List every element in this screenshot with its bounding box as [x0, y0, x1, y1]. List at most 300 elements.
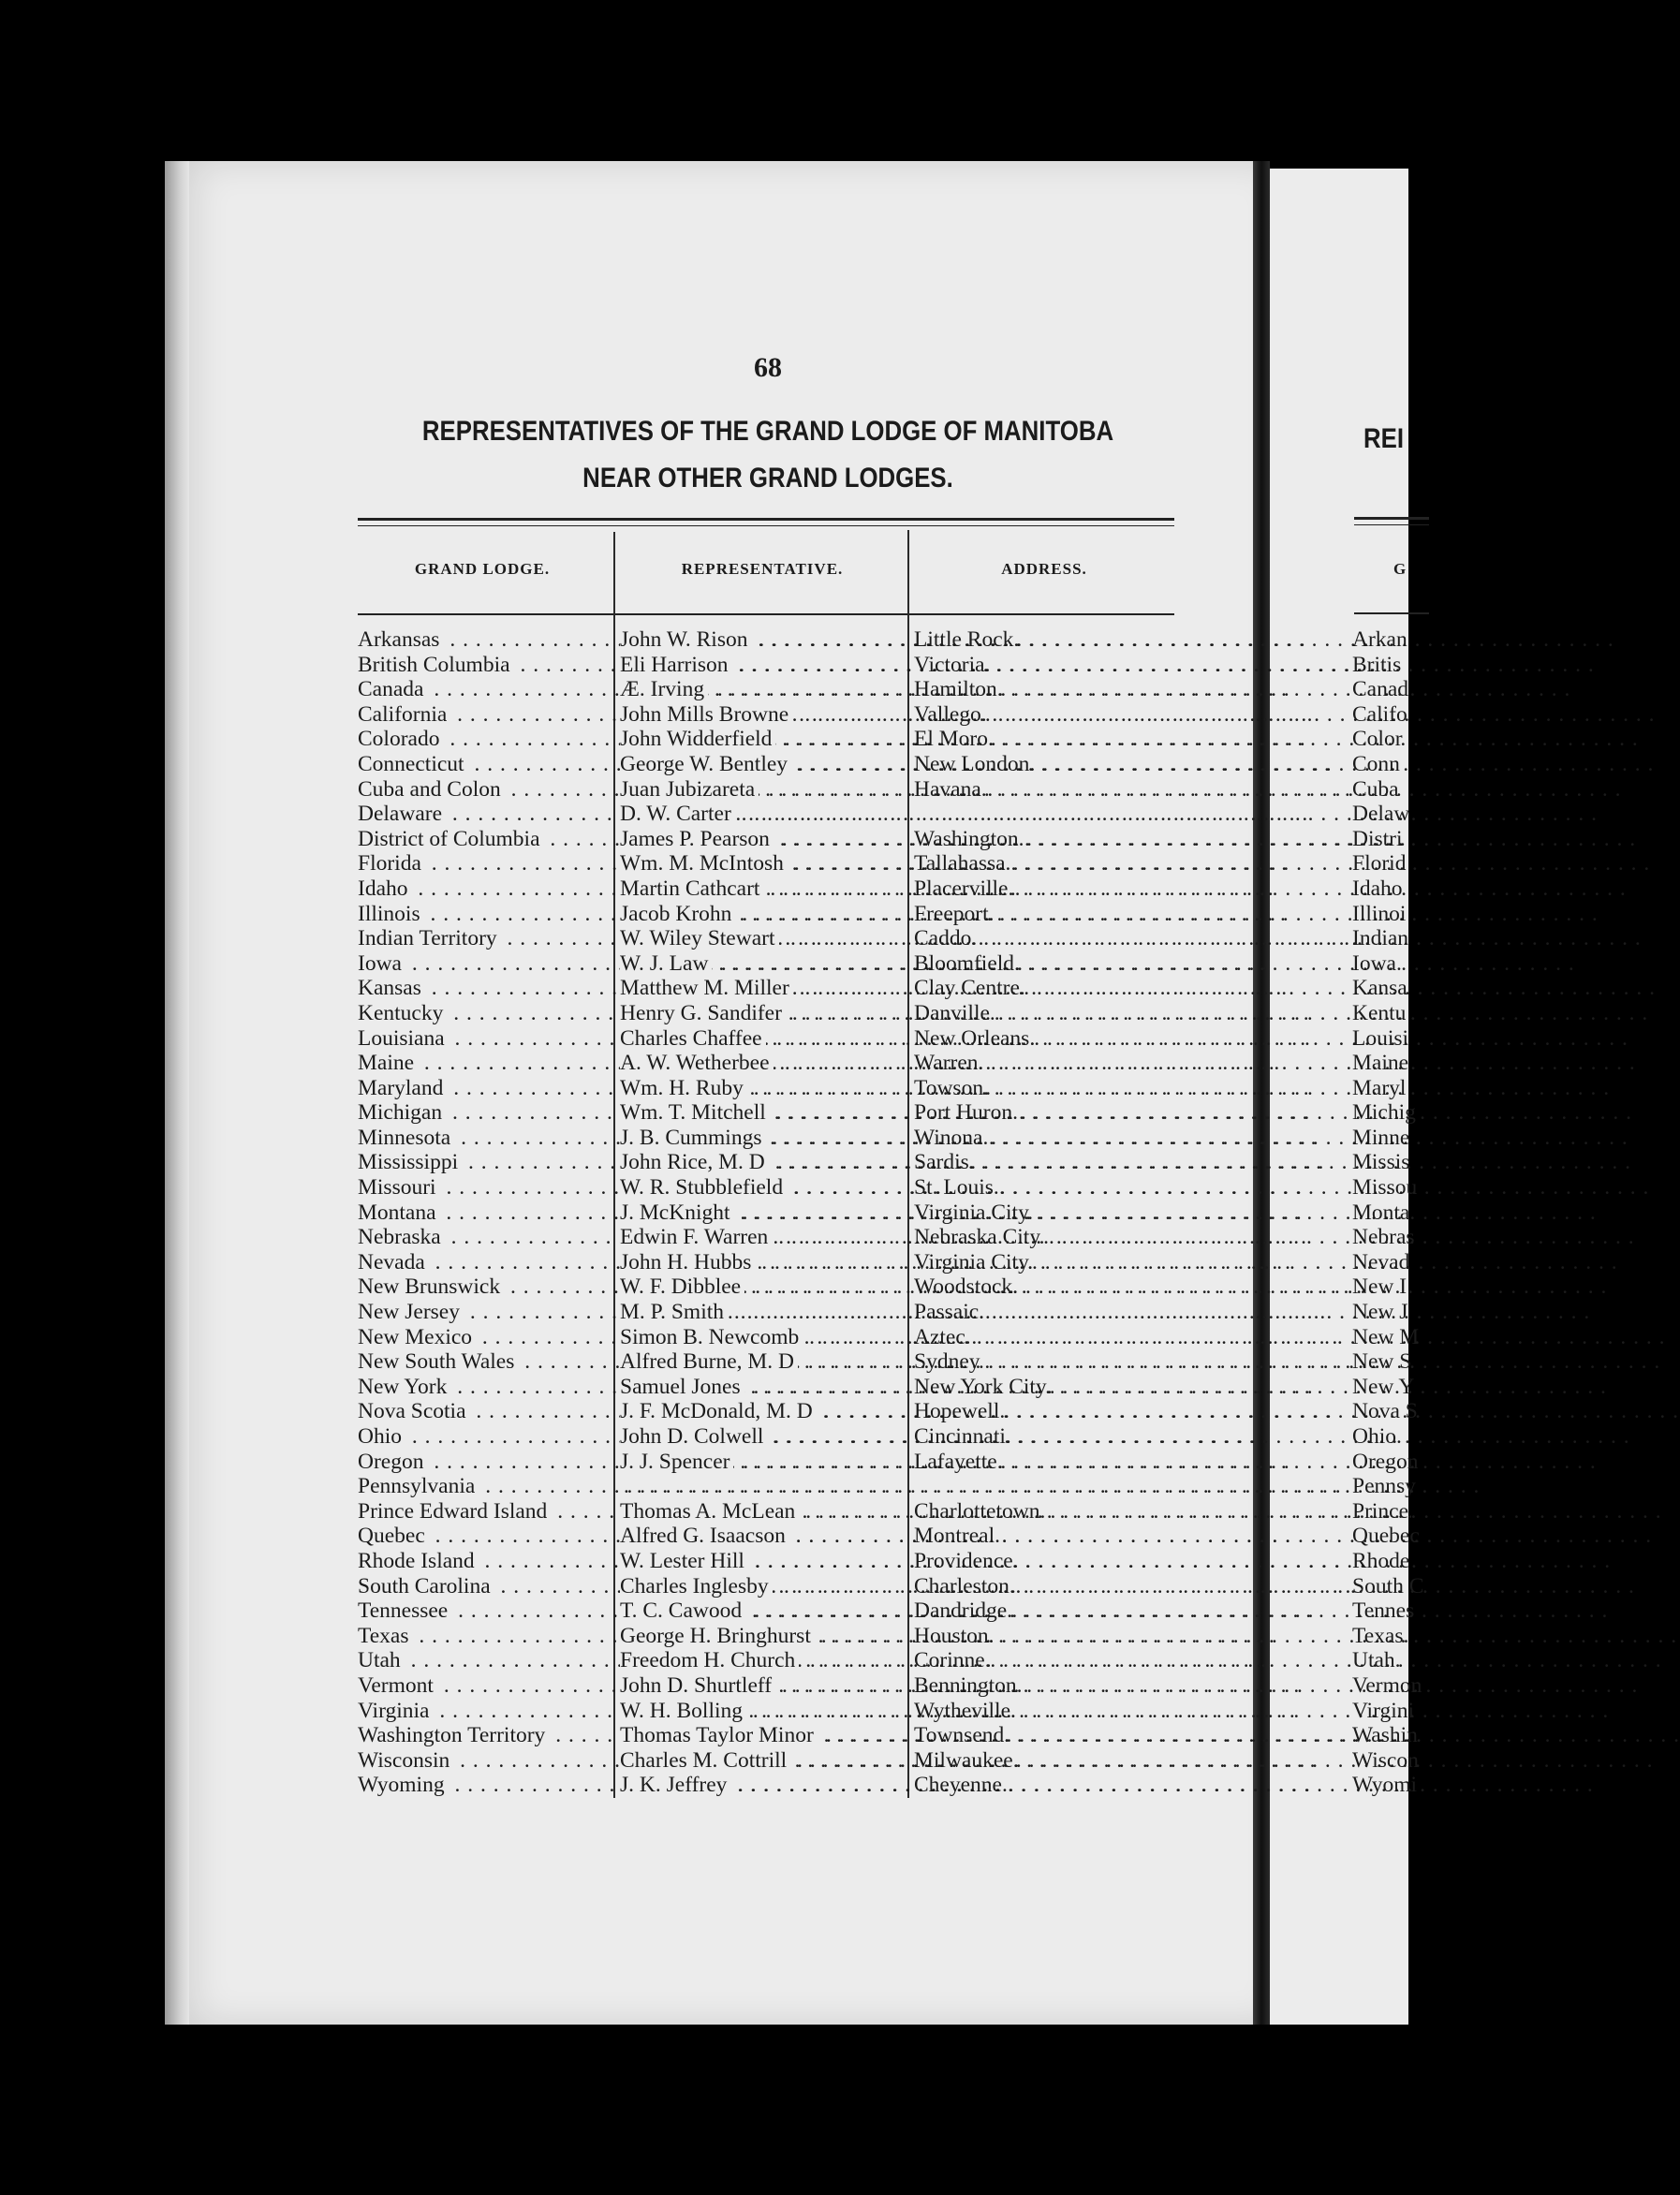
representative-name: George H. Bringhurst [620, 1624, 815, 1648]
grand-lodge-cell [358, 1076, 612, 1101]
table-row [358, 827, 1182, 852]
representative-cell [620, 1723, 908, 1748]
representative-cell [620, 1450, 908, 1475]
facing-page-row: Delaw [1352, 802, 1410, 827]
grand-lodge-name: New Mexico [358, 1325, 476, 1349]
address-cell: Virginia City. [914, 1200, 1034, 1225]
representative-name: Eli Harrison [620, 653, 732, 677]
representative-cell [620, 802, 908, 827]
representative-cell [620, 951, 908, 977]
address-cell: New Orleans. [914, 1025, 1036, 1051]
facing-page-row: Ohio. [1352, 1424, 1402, 1449]
facing-page-row: Nebras [1352, 1225, 1415, 1250]
address-cell: Woodstock. [914, 1274, 1019, 1300]
address-cell: Placerville. [914, 876, 1014, 901]
representative-name: John Rice, M. D [620, 1150, 769, 1174]
grand-lodge-name: Nova Scotia [358, 1399, 470, 1423]
grand-lodge-name: Tennessee [358, 1598, 451, 1623]
page-edge [165, 161, 189, 2025]
grand-lodge-cell [358, 1450, 612, 1475]
facing-page-row: Louisi [1352, 1025, 1409, 1051]
representative-name: W. Wiley Stewart [620, 926, 779, 950]
table-row [358, 1648, 1182, 1673]
table-row [358, 802, 1182, 827]
header-rule-top-thin [358, 525, 1174, 526]
representative-name: John W. Rison [620, 627, 751, 652]
representative-name: Alfred Burne, M. D [620, 1349, 798, 1374]
address-cell: Houston. [914, 1623, 995, 1648]
facing-page-row: New J [1352, 1300, 1408, 1325]
table-row [358, 1673, 1182, 1699]
representative-name: A. W. Wetherbee [620, 1051, 774, 1075]
representative-name: Wm. M. McIntosh [620, 851, 788, 876]
representative-name [620, 1474, 624, 1498]
address-cell: New York City. [914, 1374, 1052, 1399]
address-cell: Wytheville. [914, 1698, 1016, 1723]
facing-page-row: Maryl [1352, 1075, 1407, 1100]
grand-lodge-name: Nebraska [358, 1225, 445, 1249]
grand-lodge-cell [358, 1325, 612, 1350]
facing-page-row: Canad [1352, 677, 1409, 702]
grand-lodge-name: Kansas [358, 976, 425, 1000]
representative-cell [620, 1524, 908, 1549]
representative-name: Charles Inglesby [620, 1574, 773, 1598]
address-cell: Hamilton. [914, 677, 1003, 702]
address-cell: Freeport. [914, 901, 995, 926]
representative-cell [620, 1150, 908, 1175]
grand-lodge-cell [358, 702, 612, 728]
representative-cell [620, 1499, 908, 1525]
grand-lodge-name: Louisiana [358, 1026, 449, 1051]
grand-lodge-name: Cuba and Colon [358, 777, 505, 802]
grand-lodge-cell [358, 1499, 612, 1525]
facing-page-row: Arkan [1352, 627, 1407, 652]
grand-lodge-cell [358, 1723, 612, 1748]
facing-page-row: South C [1352, 1573, 1424, 1598]
grand-lodge-name: California [358, 702, 450, 727]
header-rule-bottom [358, 613, 1174, 615]
representative-name: Edwin F. Warren [620, 1225, 772, 1249]
grand-lodge-cell [358, 1574, 612, 1599]
address-cell: Tallahassa. [914, 851, 1011, 877]
grand-lodge-name: Prince Edward Island [358, 1499, 551, 1524]
facing-page-row: Florid [1352, 851, 1407, 877]
representative-cell [620, 1673, 908, 1699]
table-row [358, 1499, 1182, 1525]
page-number: 68 [754, 352, 782, 383]
table-row [358, 1026, 1182, 1052]
address-cell: Cincinnati. [914, 1424, 1011, 1449]
grand-lodge-cell [358, 1150, 612, 1175]
grand-lodge-cell [358, 1300, 612, 1325]
grand-lodge-cell [358, 877, 612, 902]
page-title: REPRESENTATIVES OF THE GRAND LODGE OF MANITOBA [421, 416, 1114, 447]
facing-page-row: Kentu [1352, 1000, 1407, 1025]
grand-lodge-name: Oregon [358, 1450, 427, 1474]
address-cell: Townsend. [914, 1723, 1010, 1748]
representative-cell [620, 1399, 908, 1424]
facing-page-row: Illinoi [1352, 901, 1407, 926]
representative-name: D. W. Carter [620, 802, 735, 826]
representative-name: W. R. Stubblefield [620, 1175, 787, 1200]
table-row [358, 1300, 1182, 1325]
representative-cell [620, 627, 908, 653]
facing-page-rule [1354, 524, 1429, 525]
representative-name: Jacob Krohn [620, 902, 735, 926]
facing-page-row: Wiscon [1352, 1747, 1419, 1773]
grand-lodge-name: New South Wales [358, 1349, 518, 1374]
grand-lodge-cell [358, 1375, 612, 1400]
grand-lodge-name: Texas [358, 1624, 412, 1648]
table-row [358, 1126, 1182, 1151]
facing-page-row: Washin [1352, 1723, 1418, 1748]
facing-page-row: Maine [1352, 1051, 1409, 1076]
address-cell: Bloomfield. [914, 950, 1020, 976]
address-cell: Aztec. [914, 1324, 971, 1349]
table-row [358, 1375, 1182, 1400]
grand-lodge-cell [358, 1001, 612, 1026]
grand-lodge-cell [358, 1748, 612, 1774]
table-row [358, 1474, 1182, 1499]
table-row [358, 1524, 1182, 1549]
table-row [358, 877, 1182, 902]
facing-page-row: Califo [1352, 701, 1407, 727]
facing-page-row: Nova S [1352, 1399, 1418, 1424]
grand-lodge-name: Maryland [358, 1076, 447, 1100]
grand-lodge-cell [358, 851, 612, 877]
address-cell: Towson. [914, 1075, 989, 1100]
table-row [358, 1150, 1182, 1175]
representative-cell [620, 1375, 908, 1400]
representative-cell [620, 653, 908, 678]
grand-lodge-name: Pennsylvania [358, 1474, 479, 1498]
address-cell: Warren. [914, 1051, 984, 1076]
grand-lodge-cell [358, 1126, 612, 1151]
grand-lodge-cell [358, 1250, 612, 1275]
table-row [358, 1100, 1182, 1126]
facing-page-title: REI [1363, 423, 1405, 454]
facing-page-row: Color [1352, 727, 1403, 752]
facing-page-row: Oregon [1352, 1449, 1419, 1474]
facing-page-row: Vermon [1352, 1672, 1422, 1698]
grand-lodge-cell [358, 1549, 612, 1574]
representative-cell [620, 1300, 908, 1325]
representative-name: Samuel Jones [620, 1375, 744, 1399]
representative-cell [620, 702, 908, 728]
representative-name: W. H. Bolling [620, 1699, 746, 1723]
facing-page-row: Indian [1352, 926, 1409, 951]
address-cell: Washington. [914, 826, 1024, 851]
grand-lodge-cell [358, 1225, 612, 1250]
grand-lodge-name: South Carolina [358, 1574, 494, 1598]
representative-name: John Mills Browne [620, 702, 792, 727]
representative-name: Wm. T. Mitchell [620, 1100, 770, 1125]
address-cell: Winona. [914, 1125, 989, 1150]
grand-lodge-cell [358, 1773, 612, 1798]
representative-cell [620, 1648, 908, 1673]
table-row [358, 976, 1182, 1001]
facing-page-row: New Y [1352, 1374, 1415, 1399]
grand-lodge-name: Arkansas [358, 627, 443, 652]
grand-lodge-name: Mississippi [358, 1150, 462, 1174]
address-cell: Cheyenne. [914, 1773, 1008, 1798]
grand-lodge-name: Florida [358, 851, 425, 876]
address-cell: St. Louis. [914, 1175, 999, 1201]
representatives-table [358, 627, 1182, 1798]
grand-lodge-name: Missouri [358, 1175, 440, 1200]
facing-page-row: New S [1352, 1349, 1412, 1375]
facing-page-row: Texas. [1352, 1623, 1409, 1648]
table-row [358, 1175, 1182, 1201]
table-row [358, 727, 1182, 752]
table-row [358, 627, 1182, 653]
address-cell: New London. [914, 751, 1036, 776]
page-subtitle: NEAR OTHER GRAND LODGES. [582, 463, 953, 494]
table-row [358, 851, 1182, 877]
grand-lodge-cell [358, 1424, 612, 1450]
grand-lodge-cell [358, 653, 612, 678]
table-row [358, 1424, 1182, 1450]
address-cell: Hopewell. [914, 1399, 1006, 1424]
representative-cell [620, 976, 908, 1001]
representative-name: Wm. H. Ruby [620, 1076, 747, 1100]
representative-name: Alfred G. Isaacson [620, 1524, 789, 1548]
representative-name: John Widderfield [620, 727, 775, 751]
representative-name: John D. Colwell [620, 1424, 767, 1449]
representative-name: M. P. Smith [620, 1300, 728, 1324]
address-cell: Charleston. [914, 1573, 1015, 1598]
grand-lodge-name: Colorado [358, 727, 443, 751]
facing-page-row: Kansa [1352, 976, 1407, 1001]
representative-cell [620, 851, 908, 877]
representative-cell [620, 1201, 908, 1226]
table-row [358, 1699, 1182, 1724]
representative-cell [620, 1624, 908, 1649]
header-grand-lodge: GRAND LODGE. [414, 560, 551, 578]
address-cell: Virginia City. [914, 1249, 1034, 1274]
representative-cell [620, 1026, 908, 1052]
facing-page-rule [1354, 612, 1429, 614]
representative-cell [620, 1598, 908, 1624]
grand-lodge-cell [358, 902, 612, 927]
grand-lodge-name: Quebec [358, 1524, 429, 1548]
representative-cell [620, 1175, 908, 1201]
grand-lodge-name: Indian Territory [358, 926, 501, 950]
address-cell: Little Rock. [914, 627, 1020, 652]
header-representative: REPRESENTATIVE. [681, 560, 844, 578]
facing-page-row: Missis [1352, 1150, 1410, 1175]
representative-cell [620, 902, 908, 927]
table-row [358, 1201, 1182, 1226]
representative-cell [620, 827, 908, 852]
grand-lodge-cell [358, 1673, 612, 1699]
grand-lodge-name: Nevada [358, 1250, 429, 1274]
representative-cell [620, 1773, 908, 1798]
facing-page-row: Britis [1352, 652, 1402, 677]
address-cell: Passaic. [914, 1300, 985, 1325]
grand-lodge-cell [358, 777, 612, 803]
grand-lodge-name: New York [358, 1375, 450, 1399]
grand-lodge-cell [358, 1474, 612, 1499]
table-row [358, 1349, 1182, 1375]
grand-lodge-cell [358, 1274, 612, 1300]
representative-cell [620, 1349, 908, 1375]
table-row [358, 1250, 1182, 1275]
facing-page-row: Wyomi [1352, 1773, 1418, 1798]
table-row [358, 1274, 1182, 1300]
table-row [358, 777, 1182, 803]
grand-lodge-name: Ohio [358, 1424, 405, 1449]
representative-name: Charles Chaffee [620, 1026, 766, 1051]
representative-name: John H. Hubbs [620, 1250, 755, 1274]
table-row [358, 1748, 1182, 1774]
representative-cell [620, 1250, 908, 1275]
grand-lodge-cell [358, 1100, 612, 1126]
address-cell: Lafayette. [914, 1449, 1003, 1474]
address-cell: Victoria. [914, 652, 991, 677]
table-row [358, 1598, 1182, 1624]
grand-lodge-cell [358, 802, 612, 827]
facing-page-row: Prince [1352, 1498, 1409, 1524]
header-address: ADDRESS. [1001, 560, 1087, 578]
grand-lodge-name: Vermont [358, 1673, 437, 1698]
grand-lodge-cell [358, 1201, 612, 1226]
facing-page-header: G [1393, 560, 1407, 578]
representative-name: Martin Cathcart [620, 877, 763, 901]
representative-cell [620, 752, 908, 777]
table-row [358, 1001, 1182, 1026]
grand-lodge-name: Canada [358, 677, 427, 701]
grand-lodge-cell [358, 1524, 612, 1549]
facing-page-row: Tennes [1352, 1598, 1415, 1624]
representative-name: Freedom H. Church [620, 1648, 799, 1672]
representative-name: W. F. Dibblee [620, 1274, 744, 1299]
address-cell: Charlottetown. [914, 1498, 1046, 1524]
table-row [358, 1624, 1182, 1649]
representative-cell [620, 1076, 908, 1101]
representative-name: J. J. Spencer [620, 1450, 733, 1474]
facing-page-row: Idaho [1352, 876, 1403, 901]
grand-lodge-name: Virginia [358, 1699, 433, 1723]
facing-page-row: Monta [1352, 1200, 1410, 1225]
representative-cell [620, 1100, 908, 1126]
table-row [358, 702, 1182, 728]
facing-page-row: New I [1352, 1274, 1407, 1300]
facing-page-row: Virgini [1352, 1698, 1415, 1723]
grand-lodge-cell [358, 1624, 612, 1649]
address-cell: Vallego. [914, 701, 987, 727]
address-cell: Clay Centre. [914, 976, 1025, 1001]
address-cell: Milwaukee. [914, 1747, 1019, 1773]
facing-page-row: Iowa. [1352, 950, 1402, 976]
header-rule-top [358, 518, 1174, 521]
facing-page-row: Nevad [1352, 1249, 1410, 1274]
facing-page-row: Utah. [1352, 1648, 1401, 1673]
address-cell: Montreal. [914, 1524, 1001, 1549]
table-row [358, 1399, 1182, 1424]
representative-cell [620, 1051, 908, 1076]
grand-lodge-name: Minnesota [358, 1126, 454, 1150]
representative-cell [620, 1699, 908, 1724]
representative-cell [620, 877, 908, 902]
table-row [358, 653, 1182, 678]
representative-cell [620, 1274, 908, 1300]
table-row [358, 926, 1182, 951]
grand-lodge-name: Utah [358, 1648, 405, 1672]
representative-name: Thomas A. McLean [620, 1499, 799, 1524]
address-cell: Caddo. [914, 926, 978, 951]
representative-name: George W. Bentley [620, 752, 791, 776]
grand-lodge-name: Idaho [358, 877, 412, 901]
facing-page-row: Conn [1352, 751, 1400, 776]
representative-cell [620, 926, 908, 951]
representative-name: Charles M. Cottrill [620, 1748, 790, 1773]
facing-page-row: Missou [1352, 1175, 1418, 1201]
address-cell: Sardis. [914, 1150, 975, 1175]
address-cell: Nebraska City. [914, 1225, 1045, 1250]
representative-name: Simon B. Newcomb [620, 1325, 803, 1349]
representative-name: James P. Pearson [620, 827, 774, 851]
grand-lodge-cell [358, 627, 612, 653]
grand-lodge-cell [358, 827, 612, 852]
address-cell: Bennington. [914, 1672, 1023, 1698]
facing-page-rule [1354, 517, 1429, 520]
grand-lodge-cell [358, 1648, 612, 1673]
representative-cell [620, 1748, 908, 1774]
facing-page-row: Pennsy [1352, 1474, 1416, 1499]
grand-lodge-cell [358, 976, 612, 1001]
representative-name: W. J. Law [620, 951, 712, 976]
grand-lodge-cell [358, 1349, 612, 1375]
grand-lodge-name: Maine [358, 1051, 418, 1075]
representative-name: W. Lester Hill [620, 1549, 748, 1573]
grand-lodge-name: Iowa [358, 951, 405, 976]
address-cell: El Moro. [914, 727, 994, 752]
address-cell: Dandridge. [914, 1598, 1013, 1624]
representative-name: Juan Jubizareta [620, 777, 759, 802]
facing-page-row: Distri [1352, 826, 1403, 851]
grand-lodge-name: Montana [358, 1201, 440, 1225]
grand-lodge-cell [358, 1399, 612, 1424]
table-row [358, 1574, 1182, 1599]
table-row [358, 1450, 1182, 1475]
grand-lodge-cell [358, 1051, 612, 1076]
facing-page-row: New M [1352, 1324, 1420, 1349]
table-row [358, 1723, 1182, 1748]
representative-cell [620, 777, 908, 803]
table-row [358, 677, 1182, 702]
facing-page-row: Quebec [1352, 1524, 1420, 1549]
grand-lodge-name: Wyoming [358, 1773, 449, 1797]
grand-lodge-name: Connecticut [358, 752, 468, 776]
grand-lodge-name: Michigan [358, 1100, 446, 1125]
grand-lodge-cell [358, 1598, 612, 1624]
grand-lodge-cell [358, 727, 612, 752]
representative-cell [620, 1424, 908, 1450]
table-row [358, 1225, 1182, 1250]
grand-lodge-cell [358, 1026, 612, 1052]
table-row [358, 1549, 1182, 1574]
address-cell: Corinne. [914, 1648, 991, 1673]
grand-lodge-cell [358, 926, 612, 951]
table-row [358, 951, 1182, 977]
representative-name: John D. Shurtleff [620, 1673, 775, 1698]
address-cell: Port Huron. [914, 1100, 1018, 1126]
representative-cell [620, 1001, 908, 1026]
address-cell: Providence. [914, 1548, 1019, 1573]
representative-name: J. McKnight [620, 1201, 734, 1225]
grand-lodge-cell [358, 1699, 612, 1724]
